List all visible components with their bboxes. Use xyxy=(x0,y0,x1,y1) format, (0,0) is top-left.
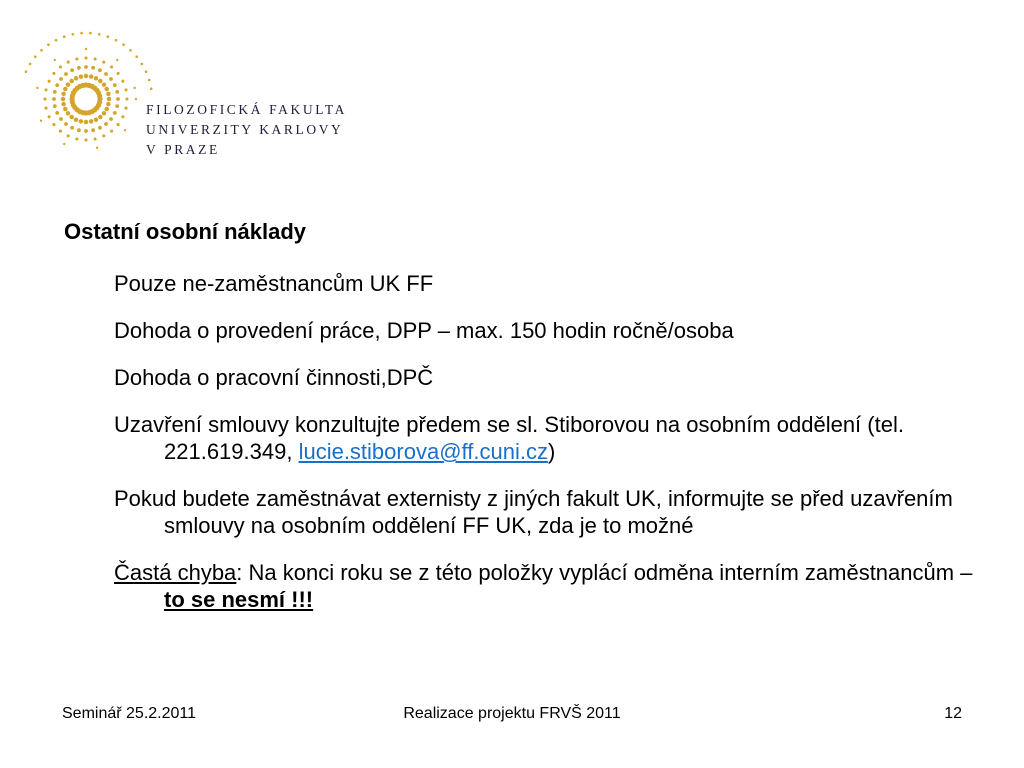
sun-dot xyxy=(97,93,102,98)
sun-dot xyxy=(52,72,55,75)
sun-dot xyxy=(106,102,111,107)
sun-dot xyxy=(48,80,51,83)
sun-dot xyxy=(148,79,151,82)
sun-dot xyxy=(54,59,56,61)
logo-line-3: V PRAZE xyxy=(146,142,220,157)
sun-dot xyxy=(77,128,81,132)
sun-dot xyxy=(115,39,118,42)
sun-dot xyxy=(110,65,113,68)
common-mistake-label: Častá chyba xyxy=(114,560,237,585)
sun-dot xyxy=(25,70,28,73)
slide-body xyxy=(114,270,974,633)
page-number: 12 xyxy=(944,705,962,722)
sun-dot xyxy=(63,107,68,112)
list-item xyxy=(114,559,974,613)
logo-wordmark xyxy=(146,100,347,160)
sun-dot xyxy=(106,92,111,97)
sun-dot xyxy=(84,65,88,69)
sun-rays-icon xyxy=(24,14,164,164)
sun-dot xyxy=(59,117,63,121)
sun-dot xyxy=(40,120,42,122)
sun-dot xyxy=(124,88,127,91)
sun-dot xyxy=(115,104,119,108)
list-item: Pokud budete zaměstnávat externisty z jiných fakult UK, informujte se před uzavřením smlouvy na osobním oddělení FF UK, zda je to možné xyxy=(114,486,953,538)
faculty-logo xyxy=(24,14,354,164)
list-item: Pouze ne-zaměstnancům UK FF xyxy=(114,271,434,296)
sun-dot xyxy=(55,39,58,42)
sun-dot xyxy=(47,43,50,46)
sun-dot xyxy=(61,97,66,102)
logo-line-1: FILOZOFICKÁ FAKULTA xyxy=(146,102,347,117)
list-item: Dohoda o pracovní činnosti,DPČ xyxy=(114,365,434,390)
sun-dot xyxy=(85,48,87,50)
sun-dot xyxy=(84,74,89,79)
sun-dot xyxy=(63,35,66,38)
sun-dot xyxy=(84,120,89,125)
common-mistake-text: : Na konci roku se z této položky vyplácí odměna interním zaměstnancům – xyxy=(236,560,973,585)
sun-dot xyxy=(29,63,32,66)
sun-dot xyxy=(124,129,126,131)
sun-dot xyxy=(104,107,109,112)
sun-dot xyxy=(135,55,138,58)
sun-dot xyxy=(53,90,57,94)
sun-dot xyxy=(79,74,84,79)
footer-title: Realizace projektu FRVŠ 2011 xyxy=(403,705,621,722)
sun-dot xyxy=(80,32,83,35)
sun-dot xyxy=(122,43,125,46)
sun-dot xyxy=(53,104,57,108)
slide-title: Ostatní osobní náklady xyxy=(64,219,307,244)
sun-dot xyxy=(70,68,74,72)
sun-dot xyxy=(150,87,153,90)
email-link[interactable]: lucie.stiborova@ff.cuni.cz xyxy=(298,439,548,464)
logo-line-2: UNIVERZITY KARLOVY xyxy=(146,122,344,137)
sun-dot xyxy=(94,117,99,122)
sun-dot xyxy=(104,122,108,126)
sun-dot xyxy=(98,33,101,36)
sun-dot xyxy=(89,74,94,79)
sun-dot xyxy=(55,83,59,87)
sun-dot xyxy=(104,87,109,92)
sun-dot xyxy=(116,97,120,101)
sun-dot xyxy=(61,92,66,97)
sun-dot xyxy=(117,123,120,126)
sun-dot xyxy=(107,35,110,38)
sun-dot xyxy=(59,65,62,68)
sun-dot xyxy=(34,55,37,58)
sun-dot xyxy=(40,49,43,52)
sun-dot xyxy=(121,80,124,83)
sun-dot xyxy=(84,129,88,133)
sun-dot xyxy=(43,97,46,100)
sun-dot xyxy=(48,115,51,118)
sun-dot xyxy=(96,147,98,149)
sun-dot xyxy=(104,72,108,76)
sun-dot xyxy=(77,66,81,70)
sun-dot xyxy=(125,97,128,100)
sun-dot xyxy=(75,137,78,140)
sun-dot xyxy=(102,82,107,87)
sun-dot xyxy=(98,126,102,130)
sun-dot xyxy=(72,33,75,36)
sun-dot xyxy=(102,111,107,116)
list-item: Dohoda o provedení práce, DPP – max. 150 hodin ročně/osoba xyxy=(114,318,734,343)
sun-dot xyxy=(145,70,148,73)
sun-dot xyxy=(94,137,97,140)
sun-dot xyxy=(59,77,63,81)
sun-dot xyxy=(79,119,84,124)
sun-dot xyxy=(109,77,113,81)
sun-dot xyxy=(89,119,94,124)
sun-dot xyxy=(98,68,102,72)
sun-dot xyxy=(66,82,71,87)
sun-dot xyxy=(64,122,68,126)
sun-dot xyxy=(66,111,71,116)
sun-dot xyxy=(113,83,117,87)
sun-dot xyxy=(84,138,87,141)
sun-dot xyxy=(91,66,95,70)
sun-dot xyxy=(63,87,68,92)
sun-dot xyxy=(117,72,120,75)
sun-dot xyxy=(89,32,92,35)
sun-dot xyxy=(44,107,47,110)
sun-dot xyxy=(98,115,103,120)
sun-dot xyxy=(94,76,99,81)
sun-dot xyxy=(110,130,113,133)
sun-dot xyxy=(67,134,70,137)
sun-dot xyxy=(113,111,117,115)
sun-dot xyxy=(67,61,70,64)
sun-dot xyxy=(141,63,144,66)
sun-dot xyxy=(64,72,68,76)
sun-dot xyxy=(107,97,112,102)
sun-dot xyxy=(69,115,74,120)
sun-dot xyxy=(102,61,105,64)
sun-dot xyxy=(61,102,66,107)
sun-dot xyxy=(116,59,118,61)
sun-dot xyxy=(75,57,78,60)
sun-dot xyxy=(94,57,97,60)
sun-dot xyxy=(36,87,38,89)
contact-text-end: ) xyxy=(547,439,556,464)
sun-dot xyxy=(69,79,74,84)
sun-dot xyxy=(63,143,65,145)
sun-dot xyxy=(55,111,59,115)
sun-dot xyxy=(44,88,47,91)
sun-dot xyxy=(124,107,127,110)
sun-dot xyxy=(102,134,105,137)
sun-dot xyxy=(134,87,136,89)
sun-dot xyxy=(70,126,74,130)
sun-dot xyxy=(129,49,132,52)
footer-date: Seminář 25.2.2011 xyxy=(62,705,197,722)
sun-dot xyxy=(52,123,55,126)
sun-dot xyxy=(109,117,113,121)
sun-dot xyxy=(135,98,137,100)
sun-dot xyxy=(121,115,124,118)
sun-dot xyxy=(91,128,95,132)
sun-dot xyxy=(52,97,56,101)
sun-dot xyxy=(84,56,87,59)
sun-dot xyxy=(59,130,62,133)
sun-dot xyxy=(115,90,119,94)
list-item xyxy=(114,411,974,465)
sun-dot xyxy=(74,117,79,122)
warning-emphasis: to se nesmí !!! xyxy=(164,587,314,612)
sun-dot xyxy=(74,76,79,81)
contact-text: Uzavření smlouvy konzultujte předem se sl. Stiborovou na osobním oddělení (tel. 221.619.349, xyxy=(114,412,904,464)
sun-dot xyxy=(98,79,103,84)
